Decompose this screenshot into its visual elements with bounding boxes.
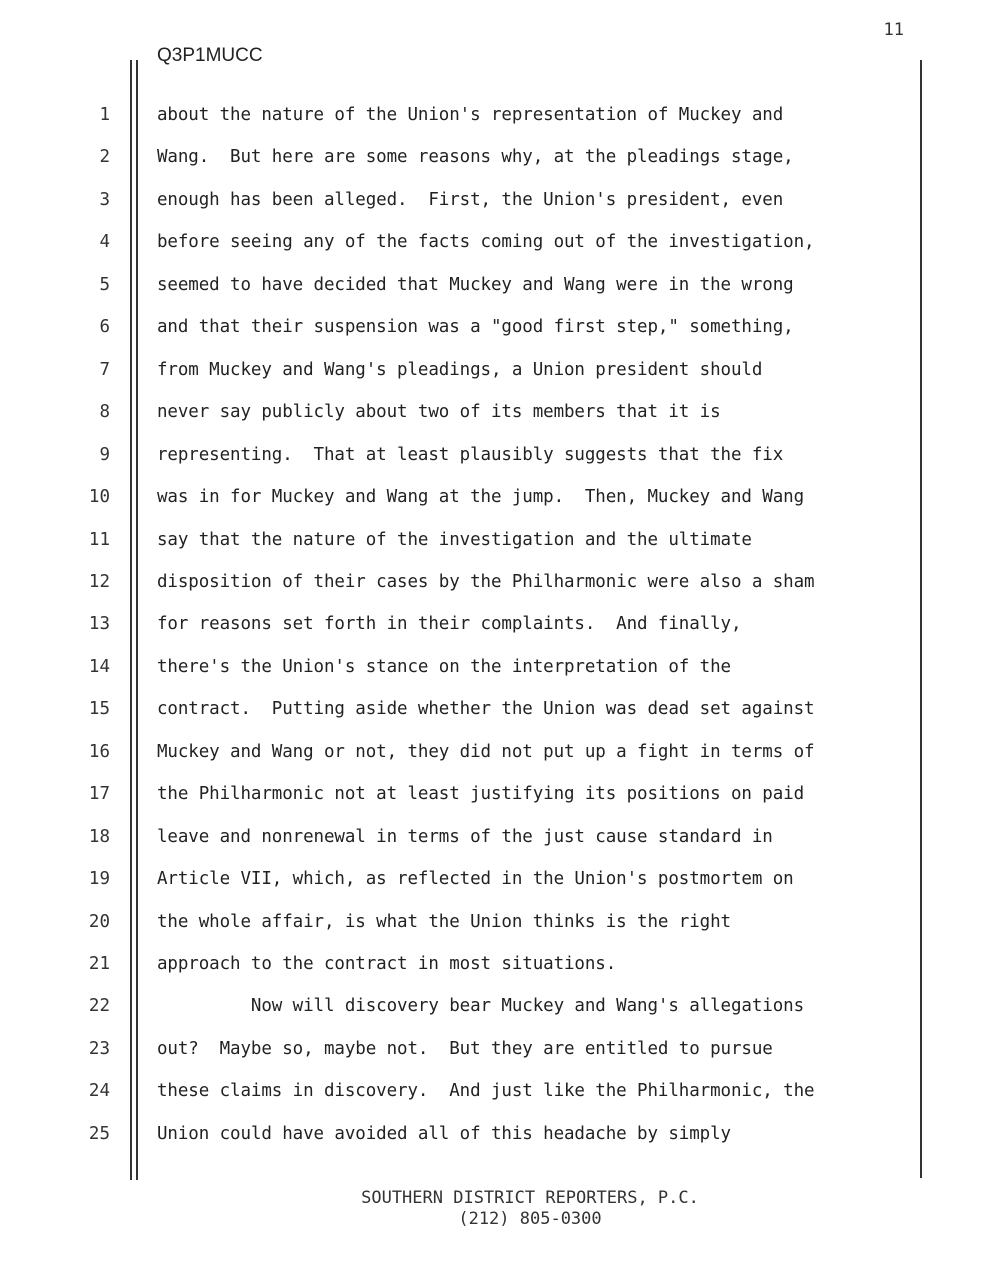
line-text: from Muckey and Wang's pleadings, a Union president should	[157, 359, 763, 380]
line-text: out? Maybe so, maybe not. But they are entitled to pursue	[157, 1038, 773, 1059]
line-number: 9	[99, 444, 110, 465]
transcript-line	[0, 525, 992, 555]
footer-phone: (212) 805-0300	[458, 1209, 602, 1229]
line-number: 16	[88, 741, 110, 762]
transcript-line	[0, 652, 992, 682]
transcript-line	[0, 949, 992, 979]
line-number: 4	[99, 232, 110, 253]
line-number: 15	[88, 699, 110, 720]
transcript-line	[0, 822, 992, 852]
line-number: 17	[88, 784, 110, 805]
line-number: 24	[88, 1081, 110, 1102]
transcript-line	[0, 100, 992, 130]
line-text: enough has been alleged. First, the Union's president, even	[157, 189, 784, 210]
transcript-line	[0, 1076, 992, 1106]
line-text: Article VII, which, as reflected in the Union's postmortem on	[157, 869, 794, 890]
line-number: 19	[88, 869, 110, 890]
line-text: representing. That at least plausibly suggests that the fix	[157, 444, 784, 465]
line-number: 1	[99, 105, 110, 125]
case-identifier: Q3P1MUCC	[157, 45, 263, 66]
transcript-line	[0, 185, 992, 215]
line-text: the whole affair, is what the Union thinks is the right	[157, 911, 731, 932]
transcript-line	[0, 609, 992, 639]
line-number: 7	[99, 359, 110, 380]
transcript-line	[0, 440, 992, 470]
line-text: the Philharmonic not at least justifying its positions on paid	[157, 784, 805, 805]
line-number: 6	[99, 317, 110, 338]
page-number: 11	[883, 20, 904, 40]
footer-reporter: SOUTHERN DISTRICT REPORTERS, P.C.	[361, 1188, 699, 1208]
line-number: 8	[99, 402, 110, 423]
line-text: before seeing any of the facts coming out of the investigation,	[157, 232, 815, 253]
line-text: about the nature of the Union's representation of Muckey and	[157, 105, 784, 125]
line-text: Union could have avoided all of this headache by simply	[157, 1123, 731, 1144]
line-number: 11	[88, 529, 110, 550]
transcript-line	[0, 355, 992, 385]
line-number: 18	[88, 826, 110, 847]
transcript-line	[0, 737, 992, 767]
line-text: leave and nonrenewal in terms of the just cause standard in	[157, 826, 773, 847]
line-text: there's the Union's stance on the interpretation of the	[157, 656, 731, 677]
transcript-line	[0, 1119, 992, 1149]
line-text: for reasons set forth in their complaints. And finally,	[157, 614, 742, 635]
transcript-line	[0, 270, 992, 300]
transcript-line	[0, 779, 992, 809]
transcript-line	[0, 864, 992, 894]
transcript-line	[0, 567, 992, 597]
line-number: 5	[99, 274, 110, 295]
transcript-line	[0, 482, 992, 512]
line-text: seemed to have decided that Muckey and Wang were in the wrong	[157, 274, 794, 295]
line-number: 20	[88, 911, 110, 932]
line-number: 25	[88, 1123, 110, 1144]
line-number: 22	[88, 996, 110, 1017]
line-text: was in for Muckey and Wang at the jump. Then, Muckey and Wang	[157, 487, 805, 508]
line-number: 12	[88, 571, 110, 592]
line-text: these claims in discovery. And just like the Philharmonic, the	[157, 1081, 815, 1102]
line-number: 2	[99, 147, 110, 168]
transcript-line	[0, 694, 992, 724]
line-text: and that their suspension was a "good first step," something,	[157, 317, 794, 338]
line-text: never say publicly about two of its members that it is	[157, 402, 721, 423]
line-number: 14	[88, 656, 110, 677]
transcript-line	[0, 397, 992, 427]
transcript-line	[0, 142, 992, 172]
line-number: 13	[88, 614, 110, 635]
transcript-line	[0, 312, 992, 342]
line-text: Muckey and Wang or not, they did not put up a fight in terms of	[157, 741, 815, 762]
line-text: disposition of their cases by the Philharmonic were also a sham	[157, 571, 815, 592]
page-footer	[0, 1188, 992, 1230]
transcript-line	[0, 1034, 992, 1064]
line-text: say that the nature of the investigation and the ultimate	[157, 529, 752, 550]
line-text: approach to the contract in most situations.	[157, 954, 617, 974]
line-number: 21	[88, 954, 110, 974]
line-number: 3	[99, 189, 110, 210]
line-text: Now will discovery bear Muckey and Wang's allegations	[157, 996, 805, 1017]
transcript-line	[0, 907, 992, 937]
line-text: contract. Putting aside whether the Union was dead set against	[157, 699, 815, 720]
line-number: 10	[88, 487, 110, 508]
line-text: Wang. But here are some reasons why, at the pleadings stage,	[157, 147, 794, 168]
line-number: 23	[88, 1038, 110, 1059]
transcript-line	[0, 991, 992, 1021]
transcript-line	[0, 227, 992, 257]
